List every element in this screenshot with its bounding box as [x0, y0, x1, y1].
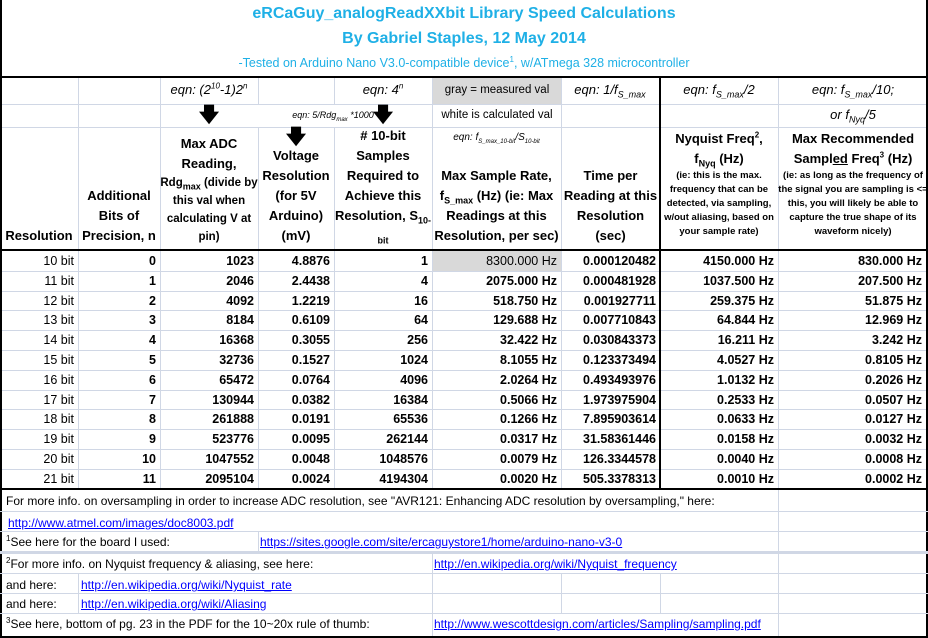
cell-samples[interactable]: 262144: [386, 432, 428, 446]
cell-time[interactable]: 0.007710843: [583, 313, 656, 327]
cell-rate[interactable]: 0.5066 Hz: [500, 393, 557, 407]
legend-white-calculated: white is calculated val: [441, 109, 553, 121]
footer-and-here-1: and here:: [6, 578, 57, 592]
cell-time[interactable]: 1.973975904: [583, 393, 656, 407]
cell-bits[interactable]: 4: [149, 333, 156, 347]
cell-bits[interactable]: 7: [149, 393, 156, 407]
col-header-rate: Max Sample Rate, $f_{S\_max}$ (Hz) (ie: Max Readings at this Resolution, per sec): [434, 168, 559, 243]
sheet-subtitle: [0, 56, 928, 70]
cell-recommended[interactable]: 207.500 Hz: [858, 274, 922, 288]
cell-resolution[interactable]: 14 bit: [43, 333, 74, 347]
eqn-max-adc: eqn: $(2^{10}-1)2^n$: [170, 81, 248, 97]
cell-recommended[interactable]: 0.2026 Hz: [865, 373, 922, 387]
sheet-author-date: By Gabriel Staples, 12 May 2014: [342, 30, 586, 47]
cell-rate[interactable]: 0.0020 Hz: [500, 472, 557, 486]
cell-rate[interactable]: 0.1266 Hz: [500, 412, 557, 426]
cell-voltage[interactable]: 0.1527: [291, 353, 330, 367]
cell-max-adc[interactable]: 32736: [219, 353, 254, 367]
col-header-resolution: Resolution: [5, 228, 73, 243]
cell-max-adc[interactable]: 4092: [226, 294, 254, 308]
cell-time[interactable]: 0.000120482: [583, 254, 656, 268]
eqn-recommended: eqn: $f_{S\_max}/10$;: [811, 82, 895, 100]
col-header-samples: # 10-bit Samples Required to Achieve this Resolution, $S_{10-bit}$: [334, 128, 432, 246]
link-nyquist-rate[interactable]: http://en.wikipedia.org/wiki/Nyquist_rate: [81, 578, 292, 592]
footnote-ref: 1: [509, 54, 514, 64]
cell-nyquist[interactable]: 0.2533 Hz: [717, 393, 774, 407]
cell-time[interactable]: 126.3344578: [583, 452, 656, 466]
cell-bits[interactable]: 2: [149, 294, 156, 308]
cell-max-adc[interactable]: 1047552: [205, 452, 254, 466]
cell-max-adc[interactable]: 130944: [212, 393, 254, 407]
cell-time[interactable]: 0.123373494: [583, 353, 656, 367]
cell-samples[interactable]: 16384: [393, 393, 428, 407]
cell-recommended[interactable]: 51.875 Hz: [865, 294, 922, 308]
cell-rate[interactable]: 32.422 Hz: [500, 333, 557, 347]
legend-gray-measured: gray = measured val: [433, 78, 561, 104]
cell-rate[interactable]: 129.688 Hz: [493, 313, 557, 327]
col-header-recommended: Max Recommended Sampled Freq$^3$ (Hz) (ie: as long as the frequency of the signal you are sampling is <= this, you will likely be able to capture the true shape of its waveform nicely): [778, 131, 928, 237]
cell-voltage[interactable]: 4.8876: [291, 254, 330, 268]
link-board[interactable]: https://sites.google.com/site/ercaguystore1/home/arduino-nano-v3-0: [260, 535, 623, 549]
cell-max-adc[interactable]: 1023: [226, 254, 254, 268]
cell-time[interactable]: 0.000481928: [583, 274, 656, 288]
cell-resolution[interactable]: 19 bit: [43, 432, 74, 446]
cell-samples[interactable]: 4: [421, 274, 428, 288]
cell-bits[interactable]: 8: [149, 412, 156, 426]
link-aliasing[interactable]: http://en.wikipedia.org/wiki/Aliasing: [81, 597, 267, 611]
cell-voltage[interactable]: 0.0048: [291, 452, 330, 466]
cell-recommended[interactable]: 0.8105 Hz: [865, 353, 922, 367]
cell-time[interactable]: 31.58361446: [583, 432, 656, 446]
cell-max-adc[interactable]: 261888: [212, 412, 254, 426]
cell-resolution[interactable]: 11 bit: [44, 274, 74, 288]
cell-time[interactable]: 0.493493976: [583, 373, 656, 387]
cell-max-adc[interactable]: 65472: [219, 373, 254, 387]
cell-samples[interactable]: 1048576: [379, 452, 428, 466]
cell-rate[interactable]: 8300.000 Hz: [433, 251, 561, 271]
cell-voltage[interactable]: 1.2219: [291, 294, 330, 308]
eqn-recommended-alt: or $f_{Nyq}/5$: [830, 107, 876, 125]
footer-oversampling-text: For more info. on oversampling in order to increase ADC resolution, see "AVR121: Enhancing ADC resolution by oversampling," here:: [6, 494, 715, 508]
cell-recommended[interactable]: 830.000 Hz: [858, 254, 922, 268]
eqn-rate: eqn: $f_{S\_max\_10-bit}/S_{10-bit}$: [453, 132, 540, 145]
cell-voltage[interactable]: 0.0024: [291, 472, 330, 486]
col-header-voltage: Voltage Resolution (for 5V Arduino) (mV): [262, 148, 330, 243]
subtitle-text-end: , w/ATmega 328 microcontroller: [513, 56, 690, 70]
cell-rate[interactable]: 2075.000 Hz: [486, 274, 557, 288]
cell-voltage[interactable]: 2.4438: [291, 274, 330, 288]
cell-rate[interactable]: 0.0079 Hz: [500, 452, 557, 466]
cell-max-adc[interactable]: 2095104: [205, 472, 254, 486]
cell-resolution[interactable]: 13 bit: [43, 313, 74, 327]
cell-voltage[interactable]: 0.0191: [291, 412, 330, 426]
cell-recommended[interactable]: 0.0002 Hz: [865, 472, 922, 486]
link-wescott-sampling[interactable]: http://www.wescottdesign.com/articles/Sampling/sampling.pdf: [434, 617, 761, 631]
cell-max-adc[interactable]: 16368: [219, 333, 254, 347]
cell-bits[interactable]: 6: [149, 373, 156, 387]
col-header-time: Time per Reading at this Resolution (sec): [563, 168, 658, 243]
subtitle-text: -Tested on Arduino Nano V3.0-compatible device: [238, 56, 510, 70]
cell-time[interactable]: 0.001927711: [583, 294, 656, 308]
cell-nyquist[interactable]: 259.375 Hz: [710, 294, 774, 308]
cell-rate[interactable]: 8.1055 Hz: [500, 353, 557, 367]
arrow-down-icon: 🡇: [198, 104, 220, 126]
cell-resolution[interactable]: 10 bit: [43, 254, 74, 268]
cell-nyquist[interactable]: 0.0158 Hz: [717, 432, 774, 446]
cell-bits[interactable]: 3: [149, 313, 156, 327]
cell-samples[interactable]: 256: [407, 333, 428, 347]
cell-voltage[interactable]: 0.0382: [291, 393, 330, 407]
arrow-down-icon: 🡇: [372, 104, 394, 126]
cell-resolution[interactable]: 17 bit: [43, 393, 74, 407]
cell-nyquist[interactable]: 1.0132 Hz: [717, 373, 774, 387]
cell-voltage[interactable]: 0.0764: [291, 373, 330, 387]
cell-max-adc[interactable]: 523776: [212, 432, 254, 446]
col-header-max-adc: Max ADC Reading, Rdg$_{max}$ (divide by this val when calculating V at pin): [160, 136, 258, 243]
cell-resolution[interactable]: 12 bit: [43, 294, 74, 308]
cell-samples[interactable]: 65536: [393, 412, 428, 426]
cell-max-adc[interactable]: 2046: [226, 274, 254, 288]
footer-nyquist-text: $^2$For more info. on Nyquist frequency & aliasing, see here:: [6, 556, 314, 571]
cell-samples[interactable]: 1: [421, 254, 428, 268]
cell-bits[interactable]: 0: [149, 254, 156, 268]
cell-recommended[interactable]: 0.0008 Hz: [865, 452, 922, 466]
cell-bits[interactable]: 5: [149, 353, 156, 367]
cell-rate[interactable]: 0.0317 Hz: [500, 432, 557, 446]
cell-samples[interactable]: 4194304: [379, 472, 428, 486]
col-header-nyquist: Nyquist Freq$^2$, $f_{Nyq}$ (Hz) (ie: this is the max. frequency that can be detected, via sampling, w/out aliasing, based on your sample rate): [664, 130, 774, 237]
cell-recommended[interactable]: 0.0032 Hz: [865, 432, 922, 446]
cell-nyquist[interactable]: 4150.000 Hz: [703, 254, 774, 268]
cell-nyquist[interactable]: 0.0633 Hz: [717, 412, 774, 426]
cell-nyquist[interactable]: 0.0040 Hz: [717, 452, 774, 466]
cell-samples[interactable]: 16: [414, 294, 428, 308]
cell-time[interactable]: 0.030843373: [583, 333, 656, 347]
cell-resolution[interactable]: 20 bit: [43, 452, 74, 466]
footer-board-text: $^1$See here for the board I used:: [6, 534, 170, 549]
cell-nyquist[interactable]: 1037.500 Hz: [703, 274, 774, 288]
sheet-title: eRCaGuy_analogReadXXbit Library Speed Calculations: [252, 5, 676, 22]
cell-bits[interactable]: 1: [149, 274, 156, 288]
cell-voltage[interactable]: 0.3055: [291, 333, 330, 347]
cell-resolution[interactable]: 15 bit: [43, 353, 74, 367]
cell-resolution[interactable]: 16 bit: [43, 373, 74, 387]
col-header-bits: Additional Bits of Precision, n: [82, 188, 156, 243]
link-atmel-doc[interactable]: http://www.atmel.com/images/doc8003.pdf: [8, 516, 234, 530]
link-nyquist-frequency[interactable]: http://en.wikipedia.org/wiki/Nyquist_frequency: [434, 557, 677, 571]
cell-bits[interactable]: 11: [142, 472, 156, 486]
cell-nyquist[interactable]: 0.0010 Hz: [717, 472, 774, 486]
cell-recommended[interactable]: 0.0127 Hz: [865, 412, 922, 426]
cell-recommended[interactable]: 3.242 Hz: [871, 333, 922, 347]
cell-bits[interactable]: 9: [149, 432, 156, 446]
cell-recommended[interactable]: 0.0507 Hz: [865, 393, 922, 407]
cell-resolution[interactable]: 18 bit: [43, 412, 74, 426]
cell-samples[interactable]: 4096: [400, 373, 428, 387]
cell-bits[interactable]: 10: [142, 452, 156, 466]
cell-max-adc[interactable]: 8184: [226, 313, 254, 327]
cell-voltage[interactable]: 0.0095: [291, 432, 330, 446]
cell-samples[interactable]: 1024: [400, 353, 428, 367]
cell-nyquist[interactable]: 64.844 Hz: [717, 313, 774, 327]
footer-rule-text: $^3$See here, bottom of pg. 23 in the PDF for the 10~20x rule of thumb:: [6, 616, 370, 631]
eqn-nyquist: eqn: $f_{S\_max}/2$: [683, 82, 755, 100]
cell-voltage[interactable]: 0.6109: [291, 313, 330, 327]
eqn-samples: eqn: 4$^n$: [362, 81, 404, 97]
cell-time[interactable]: 505.3378313: [583, 472, 656, 486]
cell-resolution[interactable]: 21 bit: [43, 472, 74, 486]
arrow-down-icon: 🡇: [285, 126, 307, 148]
cell-rate[interactable]: 2.0264 Hz: [500, 373, 557, 387]
cell-recommended[interactable]: 12.969 Hz: [865, 313, 922, 327]
cell-rate[interactable]: 518.750 Hz: [493, 294, 557, 308]
cell-time[interactable]: 7.895903614: [583, 412, 656, 426]
cell-nyquist[interactable]: 4.0527 Hz: [717, 353, 774, 367]
cell-samples[interactable]: 64: [414, 313, 428, 327]
cell-nyquist[interactable]: 16.211 Hz: [717, 333, 774, 347]
eqn-voltage: eqn: 5/Rdg$_{max}$ *1000: [292, 110, 374, 123]
eqn-time: eqn: $1/f_{S\_max}$: [574, 82, 646, 100]
footer-and-here-2: and here:: [6, 597, 57, 611]
